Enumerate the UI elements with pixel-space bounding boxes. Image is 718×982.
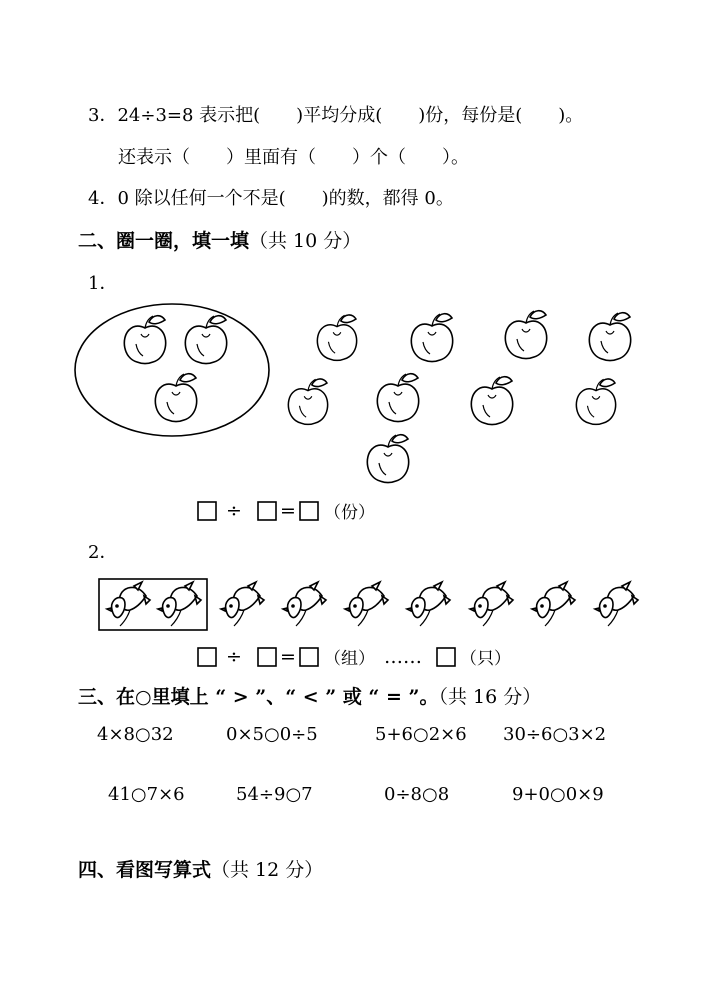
section-4-title <box>78 858 323 882</box>
section-4-points: （共 12 分） <box>211 859 324 881</box>
bird-icon <box>107 582 150 626</box>
apple-icon <box>411 314 452 362</box>
bird-icon <box>532 582 575 626</box>
q2-unit-groups-text: （组） <box>324 649 375 669</box>
bird-icon <box>470 582 513 626</box>
comparison-item: 0×5○0÷5 <box>226 724 318 745</box>
q2-divide-sign: ÷ <box>226 646 242 668</box>
q1-divide-sign: ÷ <box>226 500 242 522</box>
comparison-item: 41○7×6 <box>108 784 185 805</box>
apple-icon <box>367 435 408 483</box>
answer-box-icon <box>300 502 318 520</box>
answer-box-icon <box>198 648 216 666</box>
question-3-line-2: 还表示（ ）里面有（ ）个（ ）。 <box>118 147 469 168</box>
answer-box-icon <box>198 502 216 520</box>
section-4-title-text: 四、看图写算式 <box>78 859 212 881</box>
q2-unit-groups <box>324 646 375 671</box>
section-3-points: （共 16 分） <box>438 686 542 708</box>
answer-box-icon <box>437 648 455 666</box>
apple-group <box>124 311 630 483</box>
comparison-item: 9+0○0×9 <box>512 784 604 805</box>
comparison-item: 54÷9○7 <box>236 784 313 805</box>
section-2-points: （共 10 分） <box>249 230 362 252</box>
apple-icon <box>471 377 512 425</box>
apple-icon <box>185 316 226 364</box>
q2-unit-animals <box>460 646 511 671</box>
question-3-line-1: 3．24÷3=8 表示把( )平均分成( )份，每份是( )。 <box>88 105 584 126</box>
section-3-title-text: 三、在○里填上 “ > ”、“ < ” 或 “ = ”。 <box>78 686 439 708</box>
q1-equals-sign: = <box>280 500 296 522</box>
section-2-question-2-number: 2． <box>88 542 118 563</box>
q1-unit-text: （份） <box>324 503 375 523</box>
bird-icon <box>283 582 326 626</box>
comparison-item: 30÷6○3×2 <box>503 724 607 745</box>
bird-group <box>107 582 638 626</box>
section-2-question-1-number: 1． <box>88 273 118 294</box>
answer-box-icon <box>258 648 276 666</box>
apple-icon <box>124 316 165 364</box>
apple-icon <box>505 311 546 359</box>
section-2-title-text: 二、圈一圈，填一填 <box>78 230 250 252</box>
apple-icon <box>589 313 630 361</box>
bird-icon <box>595 582 638 626</box>
comparison-item: 0÷8○8 <box>384 784 450 805</box>
bird-icon <box>345 582 388 626</box>
q2-unit-animals-text: （只） <box>460 649 511 669</box>
comparison-item: 4×8○32 <box>97 724 174 745</box>
bird-icon <box>158 582 201 626</box>
comparison-item: 5+6○2×6 <box>375 724 467 745</box>
apple-icon <box>155 374 196 422</box>
q2-equals-sign: = <box>280 646 296 668</box>
bird-icon <box>221 582 264 626</box>
apple-icon <box>317 315 356 360</box>
section-3-title <box>78 685 541 709</box>
question-4: 4．0 除以任何一个不是( )的数，都得 0。 <box>88 188 454 209</box>
apple-icon <box>377 374 418 422</box>
answer-box-icon <box>258 502 276 520</box>
apple-icon <box>576 379 615 424</box>
bird-icon <box>407 582 450 626</box>
apple-icon <box>288 379 327 424</box>
q1-unit <box>324 500 375 525</box>
answer-box-icon <box>300 648 318 666</box>
q2-ellipsis: …… <box>384 646 422 668</box>
